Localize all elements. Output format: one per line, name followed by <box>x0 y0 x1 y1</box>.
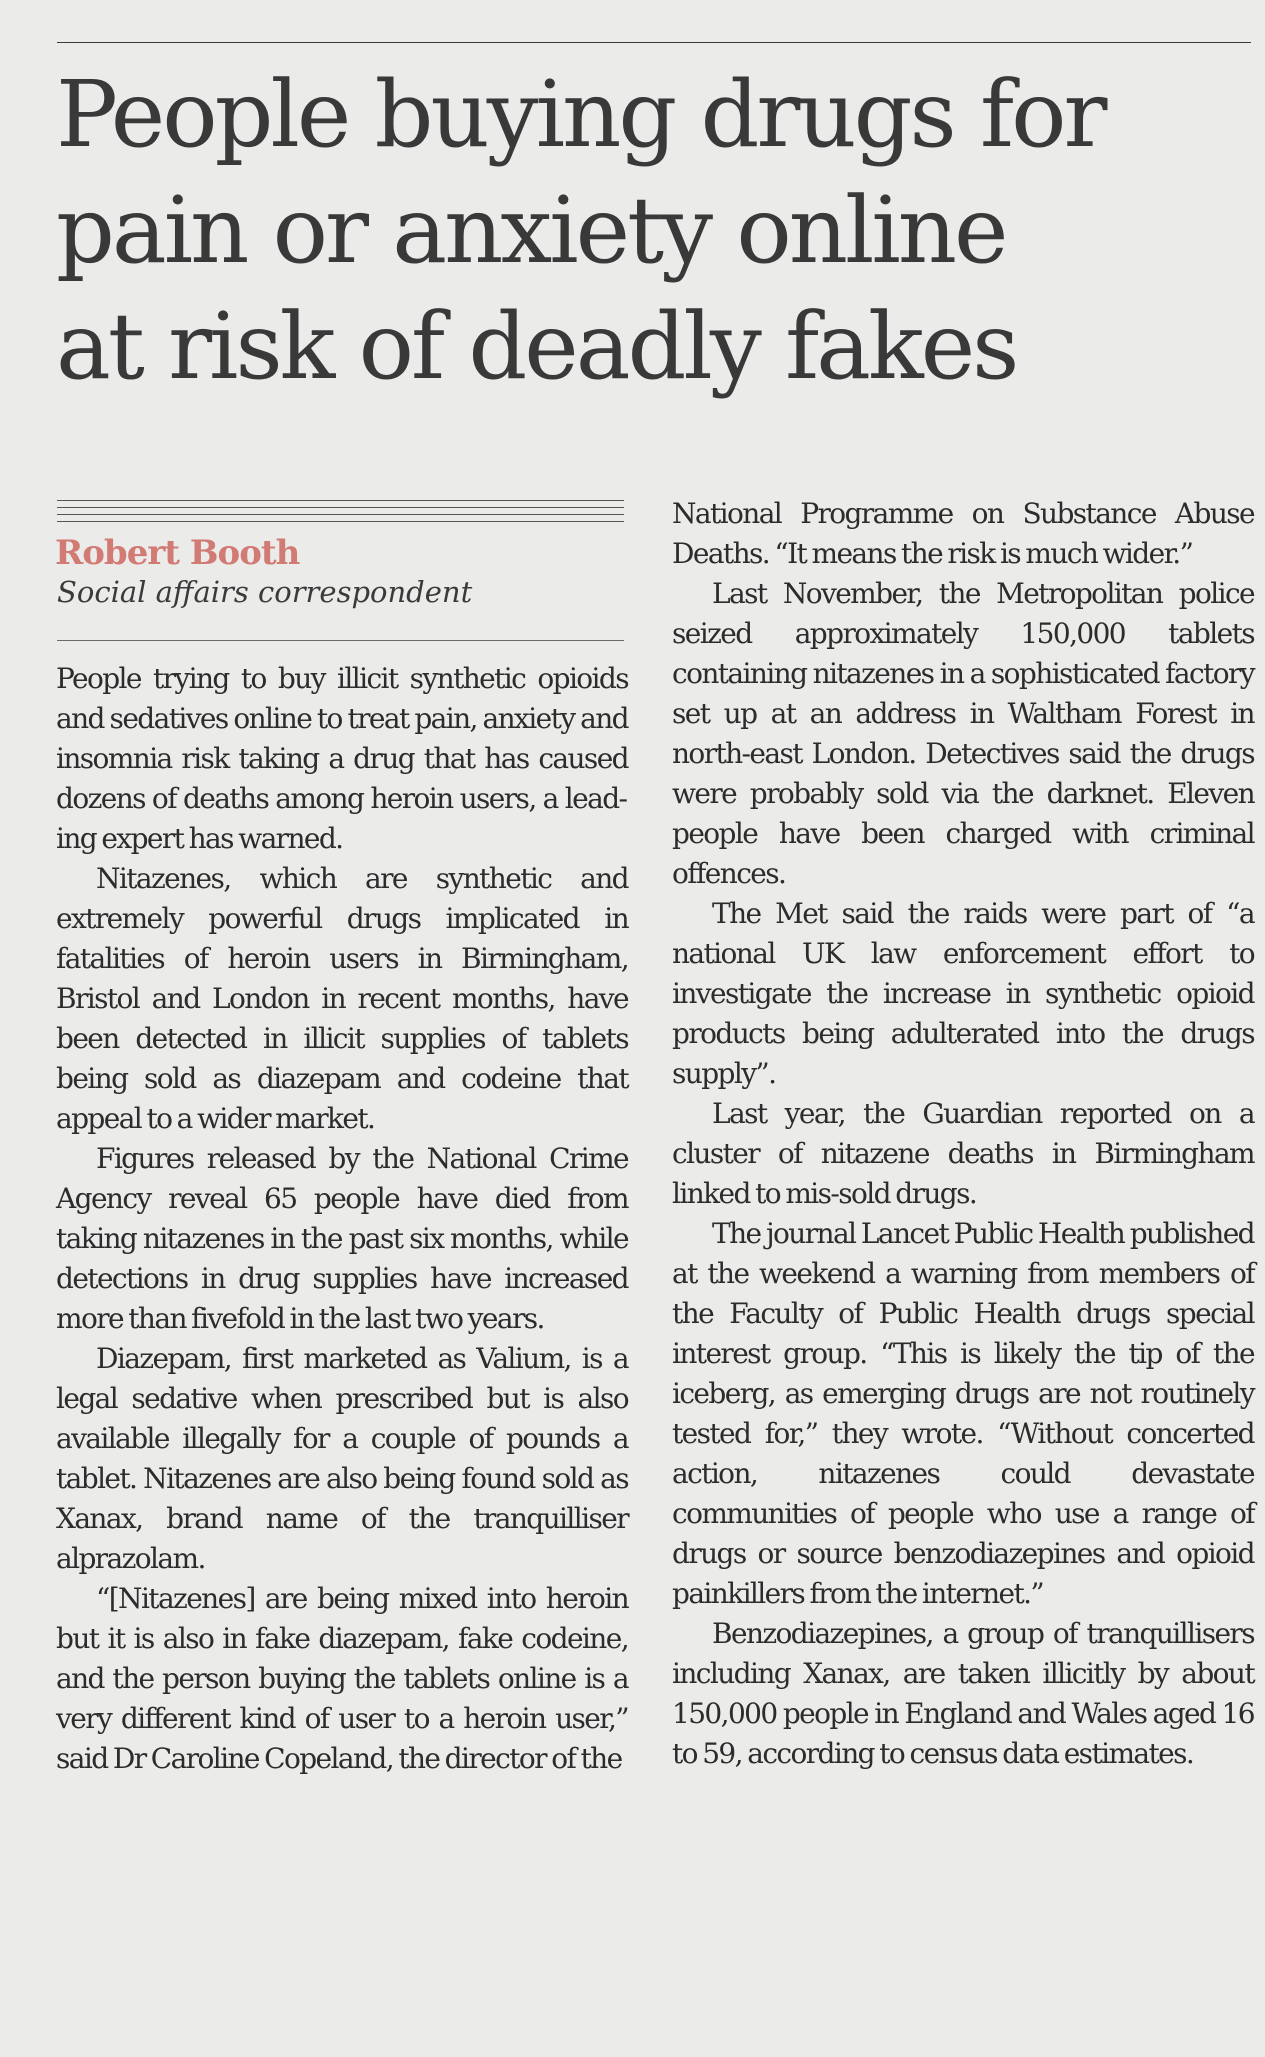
headline <box>56 57 1256 405</box>
headline-line: pain or anxiety online <box>56 177 1006 284</box>
paragraph: Benzodiazepines, a group of tranquillisers including Xanax, are taken illicitly by about 150,000 people in England and Wales aged 16 to 59, according to census data estimates. <box>672 1617 1254 1770</box>
paragraph: The journal Lancet Public Health published at the weekend a warning from members of the Faculty of Public Health drugs special interest group. “This is likely the tip of the iceberg, as emerging drugs are not routinely tested for,” they wrote. “Without concerted action, nitazenes could devastate communities of people who use a range of drugs or source benzodiazepines and opioid painkillers from the internet.” <box>672 1217 1254 1610</box>
paragraph: “[Nitazenes] are being mixed into heroin but it is also in fake diazepam, fake codeine, and the person buying the tablets online is a very different kind of user to a heroin user,” said Dr Caroline Copeland, the director of the <box>56 1582 628 1775</box>
top-rule <box>57 42 1251 43</box>
author-name: Robert Booth <box>55 533 300 573</box>
paragraph: National Programme on Substance Abuse Deaths. “It means the risk is much wider.” <box>672 497 1254 570</box>
paragraph: Last year, the Guardian reported on a cluster of nitazene deaths in Birmingham linked to mis-sold drugs. <box>672 1097 1254 1210</box>
paragraph: Last November, the Metropolitan police seized approximately 150,000 tablets containing nitazenes in a sophisticated factory set up at an address in Waltham Forest in north-east London. Detectives said the drugs were probably sold via the darknet. Eleven people have been charged with criminal offences. <box>672 577 1254 890</box>
byline-rules <box>57 500 624 528</box>
paragraph: The Met said the raids were part of “a national UK law enforcement effort to investigate the increase in synthetic opioid products being adulterated into the drugs supply”. <box>672 897 1254 1090</box>
paragraph: People trying to buy illicit synthetic opioids and sedatives online to treat pain, anxiety and insomnia risk taking a drug that has caused dozens of deaths among heroin users, a leading expert has warned. <box>56 662 628 855</box>
paragraph: Figures released by the National Crime Agency reveal 65 people have died from taking nitazenes in the past six months, while detections in drug supplies have increased more than fivefold in the last two years. <box>56 1142 628 1335</box>
body-column-left <box>56 659 628 1779</box>
body-column-right <box>672 494 1254 1774</box>
paragraph: Nitazenes, which are synthetic and extremely powerful drugs implicated in fatalities of heroin users in Birmingham, Bristol and London in recent months, have been detected in illicit supplies of tablets being sold as diazepam and codeine that appeal to a wider market. <box>56 862 628 1135</box>
byline-divider <box>57 640 624 641</box>
paragraph: Diazepam, first marketed as Valium, is a legal sedative when prescribed but is also available illegally for a couple of pounds a tablet. Nitazenes are also being found sold as Xanax, brand name of the tranquilliser alprazolam. <box>56 1342 628 1575</box>
headline-line: at risk of deadly fakes <box>56 293 1017 400</box>
author-role: Social affairs correspondent <box>57 575 473 609</box>
headline-line: People buying drugs for <box>56 61 1105 168</box>
